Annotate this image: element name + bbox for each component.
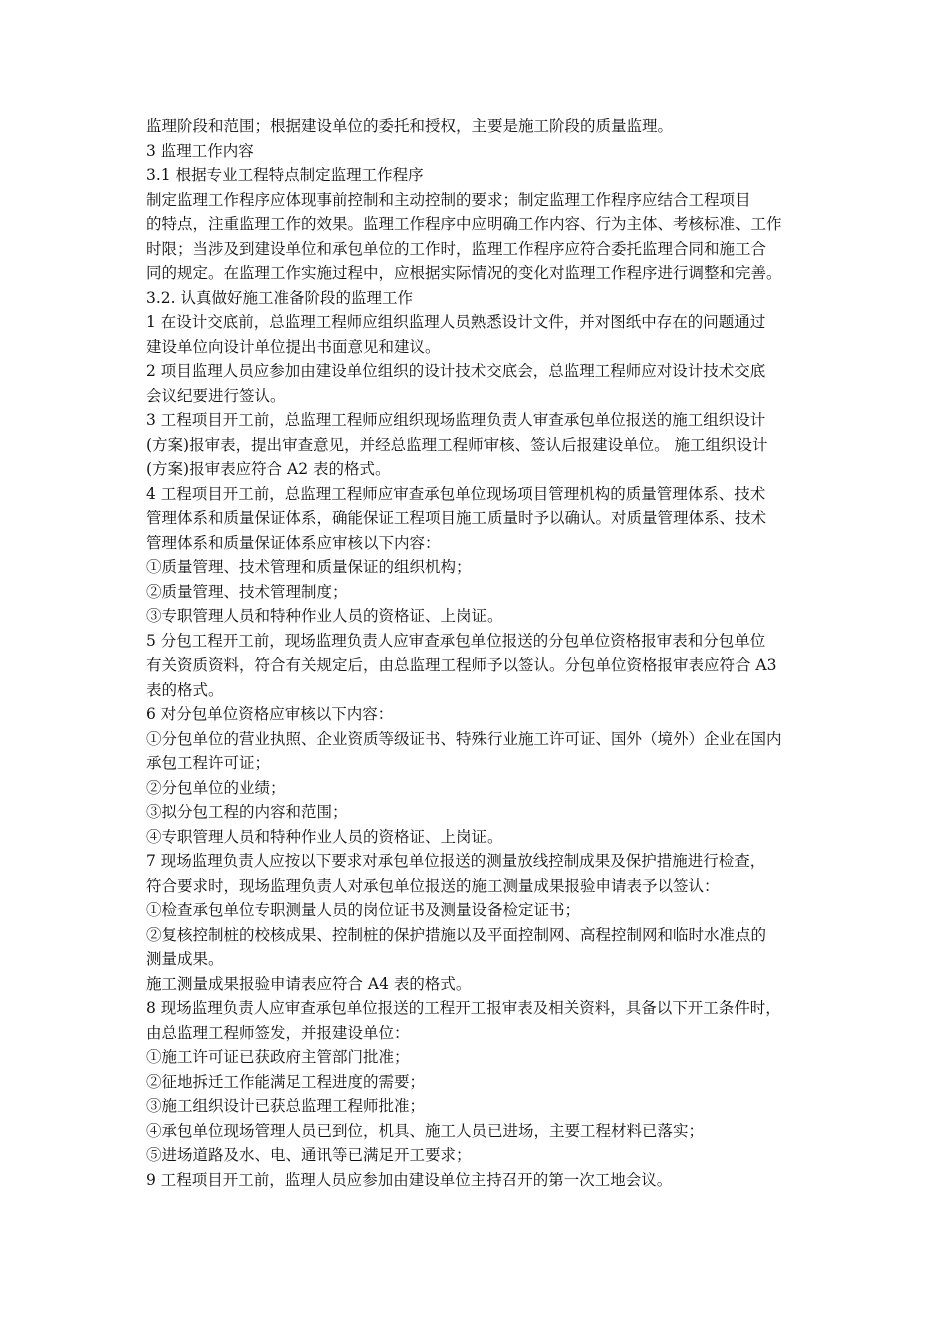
list-item: ④承包单位现场管理人员已到位，机具、施工人员已进场，主要工程材料已落实；: [146, 1121, 705, 1140]
list-item: ①检查承包单位专职测量人员的岗位证书及测量设备检定证书；: [146, 901, 581, 919]
text-line: 2 项目监理人员应参加由建设单位组织的设计技术交底会，总监理工程师应对设计技术交底: [146, 362, 766, 380]
text-line: 监理阶段和范围；根据建设单位的委托和授权，主要是施工阶段的质量监理。: [146, 117, 674, 135]
list-item: ①施工许可证已获政府主管部门批准；: [146, 1048, 410, 1066]
text-line: 制定监理工作程序应体现事前控制和主动控制的要求；制定监理工作程序应结合工程项目: [146, 190, 751, 209]
text-line: 表的格式。: [146, 680, 224, 699]
text-line: 有关资质资料，符合有关规定后，由总监理工程师予以签认。分包单位资格报审表应符合 A3: [146, 656, 777, 674]
subsection-heading: 3.2. 认真做好施工准备阶段的监理工作: [146, 288, 414, 307]
text-line: 5 分包工程开工前，现场监理负责人应审查承包单位报送的分包单位资格报审表和分包单位: [146, 631, 766, 650]
text-line: 7 现场监理负责人应按以下要求对承包单位报送的测量放线控制成果及保护措施进行检查，: [146, 852, 766, 870]
text-line: 符合要求时，现场监理负责人对承包单位报送的施工测量成果报验申请表予以签认：: [146, 876, 720, 895]
text-line: 同的规定。在监理工作实施过程中，应根据实际情况的变化对监理工作程序进行调整和完善。: [146, 264, 782, 282]
text-line: 9 工程项目开工前，监理人员应参加由建设单位主持召开的第一次工地会议。: [146, 1170, 673, 1189]
text-line: 时限；当涉及到建设单位和承包单位的工作时，监理工作程序应符合委托监理合同和施工合: [146, 239, 767, 258]
list-item: ③施工组织设计已获总监理工程师批准；: [146, 1097, 426, 1115]
list-item: ①质量管理、技术管理和质量保证的组织机构；: [146, 558, 472, 576]
text-line: 8 现场监理负责人应审查承包单位报送的工程开工报审表及相关资料，具备以下开工条件时，: [146, 999, 781, 1017]
list-item: ⑤进场道路及水、电、通讯等已满足开工要求；: [146, 1146, 472, 1164]
text-line: (方案)报审表应符合 A2 表的格式。: [146, 460, 391, 478]
list-item: ②质量管理、技术管理制度；: [146, 582, 348, 601]
text-line: 施工测量成果报验申请表应符合 A4 表的格式。: [146, 974, 472, 993]
list-item: ④专职管理人员和特种作业人员的资格证、上岗证。: [146, 827, 503, 846]
list-item: ①分包单位的营业执照、企业资质等级证书、特殊行业施工许可证、国外（境外）企业在国内: [146, 729, 782, 748]
text-line: 会议纪要进行签认。: [146, 386, 286, 405]
text-line: 4 工程项目开工前，总监理工程师应审查承包单位现场项目管理机构的质量管理体系、技术: [146, 484, 766, 503]
section-heading: 3 监理工作内容: [146, 141, 254, 160]
text-line: 管理体系和质量保证体系应审核以下内容：: [146, 533, 441, 552]
text-line: 1 在设计交底前，总监理工程师应组织监理人员熟悉设计文件，并对图纸中存在的问题通过: [146, 313, 766, 331]
list-item: 承包工程许可证；: [146, 754, 271, 772]
list-item: ③专职管理人员和特种作业人员的资格证、上岗证。: [146, 607, 503, 625]
text-line: 建设单位向设计单位提出书面意见和建议。: [146, 337, 441, 356]
document-body: [146, 114, 812, 1192]
text-line: 由总监理工程师签发，并报建设单位：: [146, 1023, 410, 1042]
text-line: (方案)报审表，提出审查意见，并经总监理工程师审核、签认后报建设单位。 施工组织设计: [146, 435, 768, 454]
text-line: 的特点，注重监理工作的效果。监理工作程序中应明确工作内容、行为主体、考核标准、工作: [146, 215, 782, 233]
text-line: 管理体系和质量保证体系，确能保证工程项目施工质量时予以确认。对质量管理体系、技术: [146, 509, 767, 527]
subsection-heading: 3.1 根据专业工程特点制定监理工作程序: [146, 166, 424, 184]
list-item: ②复核控制桩的校核成果、控制桩的保护措施以及平面控制网、高程控制网和临时水准点的: [146, 925, 767, 944]
list-item: ②分包单位的业绩；: [146, 778, 286, 797]
list-item: ③拟分包工程的内容和范围；: [146, 803, 348, 821]
text-line: 3 工程项目开工前，总监理工程师应组织现场监理负责人审查承包单位报送的施工组织设计: [146, 411, 766, 429]
text-line: 6 对分包单位资格应审核以下内容：: [146, 705, 394, 723]
list-item: 测量成果。: [146, 950, 224, 968]
list-item: ②征地拆迁工作能满足工程进度的需要；: [146, 1072, 426, 1091]
